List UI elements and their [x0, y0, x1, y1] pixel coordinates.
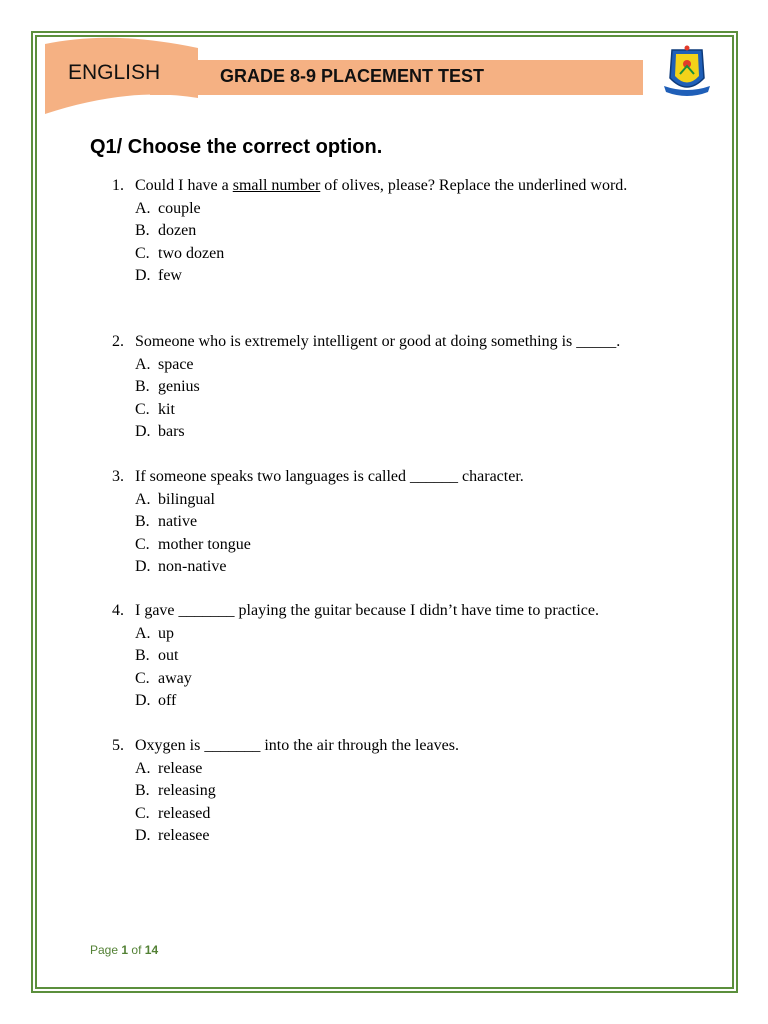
option-b[interactable]: B. native [135, 513, 198, 530]
page-current: 1 [121, 943, 129, 957]
question-text: I gave _______ playing the guitar because I didn’t have time to practice. [135, 602, 599, 619]
underlined-phrase: small number [232, 177, 321, 194]
option-a[interactable]: A. space [135, 355, 194, 373]
option-c[interactable]: C. away [135, 669, 192, 687]
option-d[interactable]: D. few [135, 267, 182, 284]
option-a[interactable]: A. release [135, 759, 203, 777]
option-b[interactable]: B. releasing [135, 782, 216, 799]
question-text: Someone who is extremely intelligent or good at doing something is _____. [135, 333, 621, 350]
option-c[interactable]: C. two dozen [135, 244, 225, 262]
section-heading: Q1/ Choose the correct option. [90, 136, 383, 158]
option-d[interactable]: D. releasee [135, 827, 210, 844]
option-c[interactable]: C. kit [135, 400, 175, 418]
page-label: Page [90, 943, 119, 957]
option-a[interactable]: A. up [135, 624, 174, 642]
question-text: Oxygen is _______ into the air through the leaves. [135, 737, 459, 754]
subject-label: ENGLISH [68, 61, 161, 84]
page-number-footer [90, 943, 158, 957]
option-a[interactable]: A. couple [135, 199, 201, 217]
question-number: 2. [112, 333, 124, 350]
option-c[interactable]: C. mother tongue [135, 535, 251, 553]
question-4 [112, 600, 599, 713]
option-b[interactable]: B. out [135, 647, 179, 664]
question-2 [112, 331, 620, 444]
option-c[interactable]: C. released [135, 804, 211, 822]
question-number: 5. [112, 737, 124, 754]
option-a[interactable]: A. bilingual [135, 490, 215, 508]
option-b[interactable]: B. dozen [135, 222, 197, 239]
test-title: GRADE 8-9 PLACEMENT TEST [220, 66, 485, 86]
option-d[interactable]: D. bars [135, 423, 185, 440]
question-text: Could I have a [135, 177, 233, 194]
option-b[interactable]: B. genius [135, 378, 200, 395]
question-text: If someone speaks two languages is called ______ character. [135, 468, 524, 485]
question-3 [112, 466, 524, 579]
question-5 [112, 735, 459, 848]
of-label: of [131, 943, 142, 957]
question-number: 1. [112, 177, 124, 194]
option-d[interactable]: D. non-native [135, 558, 227, 575]
option-d[interactable]: D. off [135, 692, 177, 709]
page-total: 14 [144, 943, 159, 957]
question-1 [112, 175, 627, 288]
question-number: 3. [112, 468, 124, 485]
question-number: 4. [112, 602, 124, 619]
question-text: of olives, please? Replace the underlined word. [320, 177, 628, 194]
school-crest-icon [662, 44, 712, 100]
